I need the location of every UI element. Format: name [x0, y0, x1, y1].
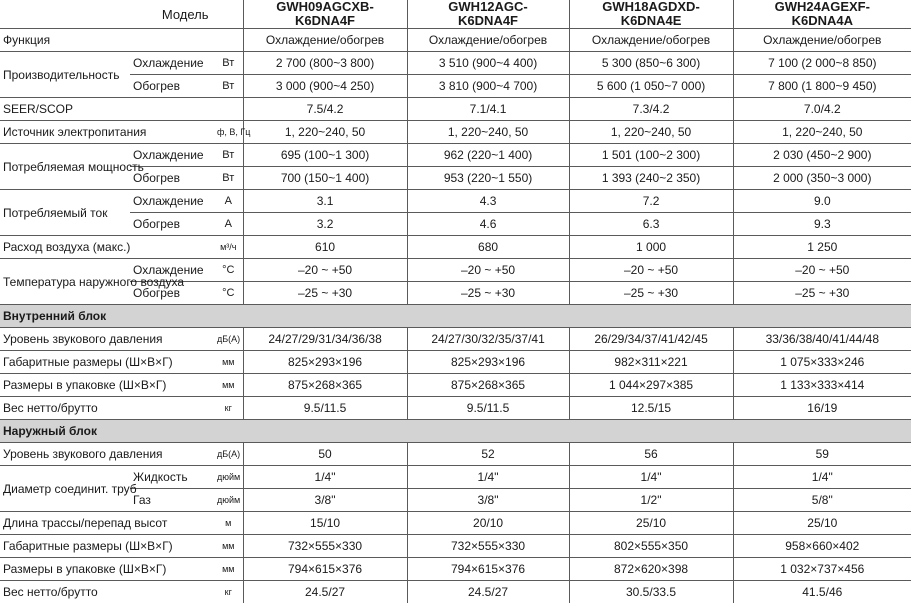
cell-value: 3/8"	[243, 489, 407, 512]
cell-value: 56	[569, 443, 733, 466]
cell-value: 1 501 (100~2 300)	[569, 144, 733, 167]
cell-value: 5/8"	[733, 489, 911, 512]
cell-value: 680	[407, 236, 569, 259]
unit-label: мм	[214, 374, 243, 397]
cell-value: 794×615×376	[407, 558, 569, 581]
unit-label: м³/ч	[214, 236, 243, 259]
cell-value: 7 100 (2 000~8 850)	[733, 52, 911, 75]
cell-value: 3.1	[243, 190, 407, 213]
row-label: Температура наружного воздуха	[0, 259, 130, 305]
cell-value: 4.3	[407, 190, 569, 213]
sub-label: Обогрев	[130, 213, 214, 236]
cell-value: 3/8"	[407, 489, 569, 512]
cell-value: Охлаждение/обогрев	[569, 29, 733, 52]
cell-value: 24/27/29/31/34/36/38	[243, 328, 407, 351]
sub-label: Охлаждение	[130, 144, 214, 167]
cell-value: 20/10	[407, 512, 569, 535]
cell-value: 3 810 (900~4 700)	[407, 75, 569, 98]
table-row	[0, 236, 911, 259]
cell-value: 1, 220~240, 50	[407, 121, 569, 144]
cell-value: 33/36/38/40/41/44/48	[733, 328, 911, 351]
table-row	[0, 443, 911, 466]
cell-value: 700 (150~1 400)	[243, 167, 407, 190]
row-label: Расход воздуха (макс.)	[0, 236, 214, 259]
unit-label: Вт	[214, 52, 243, 75]
table-row	[0, 558, 911, 581]
unit-label: дюйм	[214, 466, 243, 489]
row-label: Уровень звукового давления	[0, 328, 214, 351]
cell-value: 1/4"	[569, 466, 733, 489]
cell-value: 872×620×398	[569, 558, 733, 581]
table-row	[0, 581, 911, 604]
model-name: GWH18AGDXD- K6DNA4E	[569, 0, 733, 29]
cell-value: 1 075×333×246	[733, 351, 911, 374]
sub-label: Жидкость	[130, 466, 214, 489]
sub-label: Обогрев	[130, 75, 214, 98]
cell-value: 825×293×196	[407, 351, 569, 374]
unit-label: дюйм	[214, 489, 243, 512]
table-row	[0, 213, 911, 236]
table-row	[0, 374, 911, 397]
cell-value: Охлаждение/обогрев	[733, 29, 911, 52]
row-label: Размеры в упаковке (Ш×В×Г)	[0, 374, 214, 397]
cell-value: Охлаждение/обогрев	[243, 29, 407, 52]
unit-label: °С	[214, 259, 243, 282]
cell-value: 1, 220~240, 50	[243, 121, 407, 144]
unit-label: мм	[214, 558, 243, 581]
cell-value: 7.2	[569, 190, 733, 213]
unit-label: Вт	[214, 144, 243, 167]
row-label: Потребляемый ток	[0, 190, 130, 236]
cell-value: 15/10	[243, 512, 407, 535]
row-label: Вес нетто/брутто	[0, 581, 214, 604]
cell-value: –25 ~ +30	[407, 282, 569, 305]
cell-value: 25/10	[733, 512, 911, 535]
cell-value: 9.5/11.5	[243, 397, 407, 420]
sub-label: Охлаждение	[130, 190, 214, 213]
cell-value: 7.1/4.1	[407, 98, 569, 121]
cell-value: 16/19	[733, 397, 911, 420]
cell-value: 3 000 (900~4 250)	[243, 75, 407, 98]
cell-value: 30.5/33.5	[569, 581, 733, 604]
table-row	[0, 466, 911, 489]
table-row	[0, 29, 911, 52]
cell-value: 9.3	[733, 213, 911, 236]
cell-value: 24/27/30/32/35/37/41	[407, 328, 569, 351]
row-label: Длина трассы/перепад высот	[0, 512, 214, 535]
cell-value: 875×268×365	[407, 374, 569, 397]
row-label: Габаритные размеры (Ш×В×Г)	[0, 535, 214, 558]
table-row	[0, 144, 911, 167]
cell-value: 7.5/4.2	[243, 98, 407, 121]
sub-label: Обогрев	[130, 282, 214, 305]
table-row	[0, 397, 911, 420]
row-label: Функция	[0, 29, 243, 52]
cell-value: –25 ~ +30	[569, 282, 733, 305]
model-name: GWH24AGEXF- K6DNA4A	[733, 0, 911, 29]
cell-value: 2 700 (800~3 800)	[243, 52, 407, 75]
cell-value: 24.5/27	[407, 581, 569, 604]
table-row	[0, 259, 911, 282]
unit-label: мм	[214, 351, 243, 374]
cell-value: 1 393 (240~2 350)	[569, 167, 733, 190]
cell-value: 52	[407, 443, 569, 466]
cell-value: –20 ~ +50	[243, 259, 407, 282]
cell-value: 2 030 (450~2 900)	[733, 144, 911, 167]
cell-value: 875×268×365	[243, 374, 407, 397]
cell-value: 1/2"	[569, 489, 733, 512]
row-label: Уровень звукового давления	[0, 443, 214, 466]
cell-value: 958×660×402	[733, 535, 911, 558]
unit-label: кг	[214, 581, 243, 604]
table-row	[0, 190, 911, 213]
cell-value: 1 000	[569, 236, 733, 259]
cell-value: 732×555×330	[407, 535, 569, 558]
section-title: Наружный блок	[0, 420, 911, 443]
row-label: Вес нетто/брутто	[0, 397, 214, 420]
cell-value: 802×555×350	[569, 535, 733, 558]
table-row	[0, 535, 911, 558]
sub-label: Охлаждение	[130, 259, 214, 282]
unit-label: ф, В, Гц	[214, 121, 243, 144]
unit-label: кг	[214, 397, 243, 420]
cell-value: 794×615×376	[243, 558, 407, 581]
row-label: Габаритные размеры (Ш×В×Г)	[0, 351, 214, 374]
unit-label: дБ(А)	[214, 328, 243, 351]
cell-value: 7 800 (1 800~9 450)	[733, 75, 911, 98]
cell-value: 610	[243, 236, 407, 259]
cell-value: 5 600 (1 050~7 000)	[569, 75, 733, 98]
cell-value: 1 044×297×385	[569, 374, 733, 397]
cell-value: 7.3/4.2	[569, 98, 733, 121]
cell-value: 825×293×196	[243, 351, 407, 374]
unit-label: А	[214, 213, 243, 236]
cell-value: 7.0/4.2	[733, 98, 911, 121]
cell-value: 12.5/15	[569, 397, 733, 420]
table-row	[0, 98, 911, 121]
table-row	[0, 121, 911, 144]
cell-value: 1 133×333×414	[733, 374, 911, 397]
cell-value: 9.5/11.5	[407, 397, 569, 420]
cell-value: 1/4"	[407, 466, 569, 489]
header-row	[0, 0, 911, 29]
table-row	[0, 512, 911, 535]
table-row	[0, 328, 911, 351]
unit-label: Вт	[214, 75, 243, 98]
cell-value: –20 ~ +50	[407, 259, 569, 282]
cell-value: 3 510 (900~4 400)	[407, 52, 569, 75]
unit-label: м	[214, 512, 243, 535]
cell-value: 5 300 (850~6 300)	[569, 52, 733, 75]
cell-value: 3.2	[243, 213, 407, 236]
row-label: SEER/SCOP	[0, 98, 243, 121]
section-header-outdoor	[0, 420, 911, 443]
unit-label: дБ(А)	[214, 443, 243, 466]
cell-value: 4.6	[407, 213, 569, 236]
cell-value: 1, 220~240, 50	[733, 121, 911, 144]
cell-value: 2 000 (350~3 000)	[733, 167, 911, 190]
model-column-label: Модель	[0, 0, 243, 29]
cell-value: 59	[733, 443, 911, 466]
row-label: Потребляемая мощность	[0, 144, 130, 190]
cell-value: 962 (220~1 400)	[407, 144, 569, 167]
cell-value: 26/29/34/37/41/42/45	[569, 328, 733, 351]
model-name: GWH12AGC- K6DNA4F	[407, 0, 569, 29]
section-title: Внутренний блок	[0, 305, 911, 328]
cell-value: –25 ~ +30	[733, 282, 911, 305]
cell-value: 953 (220~1 550)	[407, 167, 569, 190]
sub-label: Охлаждение	[130, 52, 214, 75]
cell-value: 1/4"	[733, 466, 911, 489]
cell-value: 9.0	[733, 190, 911, 213]
row-label: Диаметр соединит. труб	[0, 466, 130, 512]
cell-value: 1 250	[733, 236, 911, 259]
unit-label: А	[214, 190, 243, 213]
model-name: GWH09AGCXB- K6DNA4F	[243, 0, 407, 29]
cell-value: 50	[243, 443, 407, 466]
cell-value: Охлаждение/обогрев	[407, 29, 569, 52]
unit-label: мм	[214, 535, 243, 558]
cell-value: 982×311×221	[569, 351, 733, 374]
section-header-indoor	[0, 305, 911, 328]
table-row	[0, 75, 911, 98]
cell-value: 695 (100~1 300)	[243, 144, 407, 167]
cell-value: –25 ~ +30	[243, 282, 407, 305]
table-row	[0, 52, 911, 75]
unit-label: °С	[214, 282, 243, 305]
cell-value: –20 ~ +50	[569, 259, 733, 282]
cell-value: 24.5/27	[243, 581, 407, 604]
cell-value: 25/10	[569, 512, 733, 535]
table-row	[0, 351, 911, 374]
cell-value: 41.5/46	[733, 581, 911, 604]
cell-value: 1/4"	[243, 466, 407, 489]
cell-value: –20 ~ +50	[733, 259, 911, 282]
cell-value: 1, 220~240, 50	[569, 121, 733, 144]
cell-value: 6.3	[569, 213, 733, 236]
cell-value: 1 032×737×456	[733, 558, 911, 581]
row-label: Производительность	[0, 52, 130, 98]
sub-label: Газ	[130, 489, 214, 512]
cell-value: 732×555×330	[243, 535, 407, 558]
unit-label: Вт	[214, 167, 243, 190]
row-label: Размеры в упаковке (Ш×В×Г)	[0, 558, 214, 581]
sub-label: Обогрев	[130, 167, 214, 190]
row-label: Источник электропитания	[0, 121, 214, 144]
